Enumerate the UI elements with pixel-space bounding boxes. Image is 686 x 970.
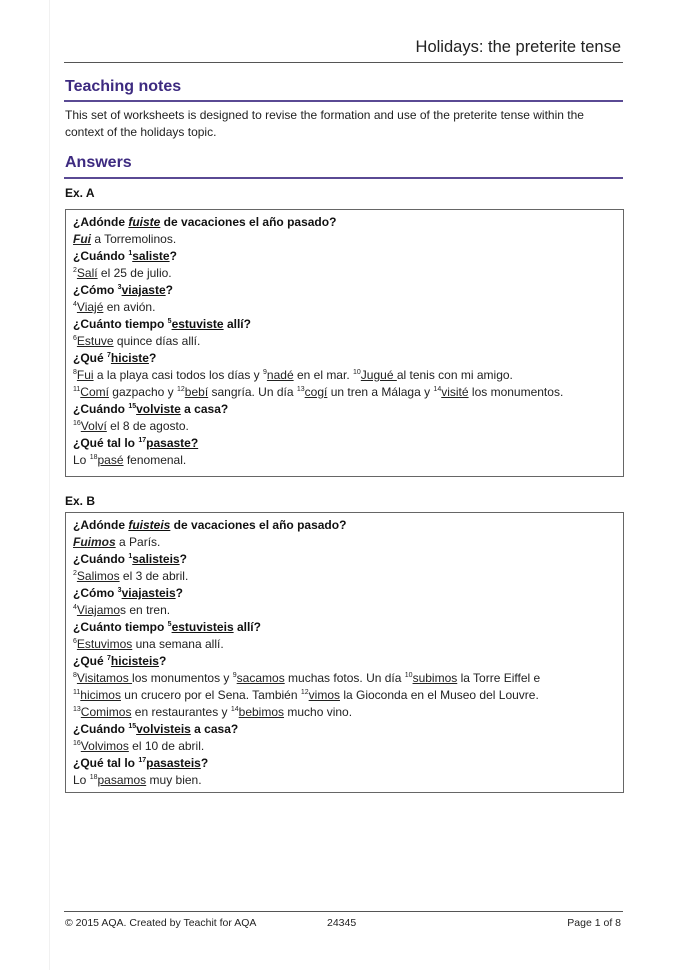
text-segment: mucho vino.	[284, 705, 353, 719]
answer-line	[73, 534, 616, 551]
text-segment: ?	[169, 249, 177, 263]
answer-line	[73, 738, 616, 755]
question-line	[73, 721, 616, 738]
text-segment: la Gioconda en el Museo del Louvre.	[340, 688, 539, 702]
verb-answer: fuisteis	[128, 518, 171, 532]
text-segment: ¿Qué	[73, 654, 108, 668]
teaching-notes-divider	[64, 100, 623, 102]
item-number: 7	[107, 352, 111, 359]
item-number: 10	[353, 369, 361, 376]
question-line	[73, 755, 616, 772]
answers-divider	[64, 177, 623, 179]
verb-answer: volvisteis	[136, 722, 191, 736]
item-number: 17	[138, 757, 147, 764]
verb-answer: pasaste?	[146, 436, 199, 450]
teaching-notes-text: This set of worksheets is designed to revise the formation and use of the preterite tense within the context of the holidays topic.	[65, 108, 584, 139]
answer-line	[73, 265, 616, 282]
text-segment: en avión.	[103, 300, 156, 314]
answer-line	[73, 602, 616, 619]
verb-answer: Volví	[80, 419, 107, 433]
item-number: 9	[263, 369, 267, 376]
footer-copyright: © 2015 AQA. Created by Teachit for AQA	[65, 917, 257, 929]
verb-answer: vimos	[308, 688, 340, 702]
item-number: 17	[138, 437, 147, 444]
text-segment: ?	[179, 552, 187, 566]
verb-answer: Comí	[80, 385, 109, 399]
item-number: 12	[300, 689, 309, 696]
item-number: 1	[128, 553, 133, 560]
answer-line	[73, 384, 616, 401]
question-line	[73, 585, 616, 602]
exercise-a-label: Ex. A	[65, 186, 95, 200]
item-number: 16	[73, 740, 81, 747]
text-segment: ¿Qué	[73, 351, 108, 365]
item-number: 13	[296, 386, 305, 393]
question-line	[73, 282, 616, 299]
verb-answer: Volvimos	[80, 739, 129, 753]
item-number: 3	[117, 284, 122, 291]
text-segment: ¿Cuánto tiempo	[73, 317, 168, 331]
question-line	[73, 401, 616, 418]
item-number: 15	[128, 723, 137, 730]
text-segment: en restaurantes y	[131, 705, 231, 719]
question-line	[73, 350, 616, 367]
text-segment: ¿Cuándo	[73, 402, 129, 416]
text-segment: s en tren.	[120, 603, 171, 617]
text-segment: un tren a Málaga y	[327, 385, 434, 399]
text-segment: ¿Cuándo	[73, 722, 129, 736]
text-segment: los monumentos.	[468, 385, 564, 399]
text-segment: a casa?	[190, 722, 239, 736]
document-title: Holidays: the preterite tense	[415, 38, 621, 56]
text-segment: la Torre Eiffel e	[457, 671, 541, 685]
item-number: 4	[73, 604, 77, 611]
text-segment: a París.	[115, 535, 161, 549]
exercise-a-answer-box	[65, 209, 624, 477]
text-segment: ?	[158, 654, 167, 668]
item-number: 18	[89, 774, 98, 781]
item-number: 11	[73, 689, 81, 696]
question-line	[73, 316, 616, 333]
item-number: 14	[433, 386, 442, 393]
item-number: 8	[73, 672, 77, 679]
verb-answer: cogí	[304, 385, 328, 399]
teaching-notes-heading: Teaching notes	[65, 78, 182, 95]
footer-resource-code: 24345	[327, 917, 357, 929]
text-segment: en el mar.	[293, 368, 353, 382]
answer-line	[73, 687, 616, 704]
text-segment: sangría. Un día	[208, 385, 297, 399]
item-number: 8	[73, 369, 77, 376]
verb-answer: subimos	[412, 671, 458, 685]
text-segment: a casa?	[180, 402, 229, 416]
verb-answer: Salí	[76, 266, 98, 280]
text-segment: allí?	[223, 317, 251, 331]
verb-answer: Fui	[76, 368, 94, 382]
text-segment: ?	[165, 283, 173, 297]
verb-answer: hiciste	[110, 351, 149, 365]
question-line	[73, 435, 616, 452]
item-number: 1	[128, 250, 133, 257]
verb-answer: Viajé	[76, 300, 104, 314]
footer-divider	[64, 911, 623, 912]
text-segment: allí?	[233, 620, 261, 634]
verb-answer: bebimos	[238, 705, 285, 719]
verb-answer: visité	[441, 385, 469, 399]
verb-answer: Estuvimos	[76, 637, 133, 651]
text-segment: ¿Adónde	[73, 518, 129, 532]
text-segment: ?	[175, 586, 183, 600]
item-number: 6	[73, 335, 77, 342]
text-segment: el 10 de abril.	[128, 739, 205, 753]
verb-answer: sacamos	[236, 671, 285, 685]
text-segment: de vacaciones el año pasado?	[170, 518, 347, 532]
question-line	[73, 214, 616, 231]
page-edge	[49, 0, 50, 970]
verb-answer: nadé	[266, 368, 294, 382]
text-segment: el 3 de abril.	[119, 569, 189, 583]
text-segment: fenomenal.	[123, 453, 187, 467]
text-segment: ?	[148, 351, 157, 365]
text-segment: ?	[200, 756, 209, 770]
verb-answer: Salimos	[76, 569, 120, 583]
text-segment: al tenis con mi amigo.	[396, 368, 513, 382]
item-number: 3	[117, 587, 122, 594]
text-segment: un crucero por el Sena. También	[120, 688, 301, 702]
item-number: 10	[404, 672, 413, 679]
verb-answer: viajaste	[121, 283, 166, 297]
answers-heading: Answers	[65, 154, 132, 171]
text-segment: a Torremolinos.	[91, 232, 177, 246]
question-line	[73, 653, 616, 670]
footer-page-number: Page 1 of 8	[567, 917, 621, 929]
verb-answer: Fuimos	[73, 535, 116, 549]
item-number: 14	[230, 706, 239, 713]
text-segment: ¿Qué tal lo	[73, 756, 139, 770]
verb-answer: estuviste	[171, 317, 224, 331]
answer-line	[73, 367, 616, 384]
text-segment: ¿Cuándo	[73, 249, 129, 263]
answer-line	[73, 333, 616, 350]
verb-answer: pasé	[97, 453, 124, 467]
text-segment: ¿Qué tal lo	[73, 436, 139, 450]
answer-line	[73, 231, 616, 248]
item-number: 18	[89, 454, 98, 461]
answer-line	[73, 636, 616, 653]
verb-answer: salisteis	[132, 552, 180, 566]
verb-answer: fuiste	[128, 215, 161, 229]
item-number: 12	[177, 386, 185, 393]
answer-line	[73, 704, 616, 721]
answer-line	[73, 772, 616, 789]
item-number: 4	[73, 301, 77, 308]
verb-answer: Comimos	[80, 705, 132, 719]
verb-answer: hicimos	[80, 688, 121, 702]
question-line	[73, 619, 616, 636]
verb-answer: estuvisteis	[171, 620, 234, 634]
text-segment: de vacaciones el año pasado?	[160, 215, 337, 229]
answer-line	[73, 670, 616, 687]
exercise-b-answer-box	[65, 512, 624, 793]
text-segment: una semana allí.	[132, 637, 224, 651]
item-number: 13	[73, 706, 81, 713]
verb-answer: viajasteis	[121, 586, 176, 600]
verb-answer: bebí	[184, 385, 209, 399]
verb-answer: Estuve	[76, 334, 114, 348]
header-divider	[64, 62, 623, 63]
text-segment: ¿Cuánto tiempo	[73, 620, 168, 634]
text-segment: el 25 de julio.	[97, 266, 172, 280]
item-number: 5	[167, 621, 172, 628]
text-segment: ¿Cuándo	[73, 552, 129, 566]
verb-answer: saliste	[132, 249, 170, 263]
verb-answer: pasamos	[97, 773, 147, 787]
text-segment: ¿Adónde	[73, 215, 129, 229]
text-segment: los monumentos y	[132, 671, 233, 685]
verb-answer: pasasteis	[146, 756, 201, 770]
text-segment: el 8 de agosto.	[106, 419, 189, 433]
text-segment: quince días allí.	[113, 334, 201, 348]
item-number: 2	[73, 267, 77, 274]
question-line	[73, 517, 616, 534]
text-segment: ¿Cómo	[73, 586, 118, 600]
verb-answer: Viajamo	[76, 603, 121, 617]
item-number: 2	[73, 570, 77, 577]
question-line	[73, 551, 616, 568]
verb-answer: Fui	[73, 232, 91, 246]
item-number: 7	[107, 655, 111, 662]
item-number: 16	[73, 420, 81, 427]
text-segment: Lo	[73, 453, 90, 467]
text-segment: Lo	[73, 773, 90, 787]
text-segment: gazpacho y	[108, 385, 177, 399]
item-number: 6	[73, 638, 77, 645]
item-number: 5	[167, 318, 172, 325]
text-segment: muchas fotos. Un día	[284, 671, 405, 685]
verb-answer: Visitamos	[76, 671, 133, 685]
item-number: 11	[73, 386, 81, 393]
question-line	[73, 248, 616, 265]
item-number: 15	[128, 403, 137, 410]
verb-answer: Jugué	[360, 368, 397, 382]
answer-line	[73, 568, 616, 585]
text-segment: a la playa casi todos los días y	[93, 368, 264, 382]
text-segment: ¿Cómo	[73, 283, 118, 297]
answer-line	[73, 452, 616, 469]
verb-answer: volviste	[136, 402, 181, 416]
item-number: 9	[232, 672, 237, 679]
answer-line	[73, 418, 616, 435]
answer-line	[73, 299, 616, 316]
text-segment: muy bien.	[146, 773, 202, 787]
verb-answer: hicisteis	[110, 654, 159, 668]
exercise-b-label: Ex. B	[65, 494, 96, 508]
